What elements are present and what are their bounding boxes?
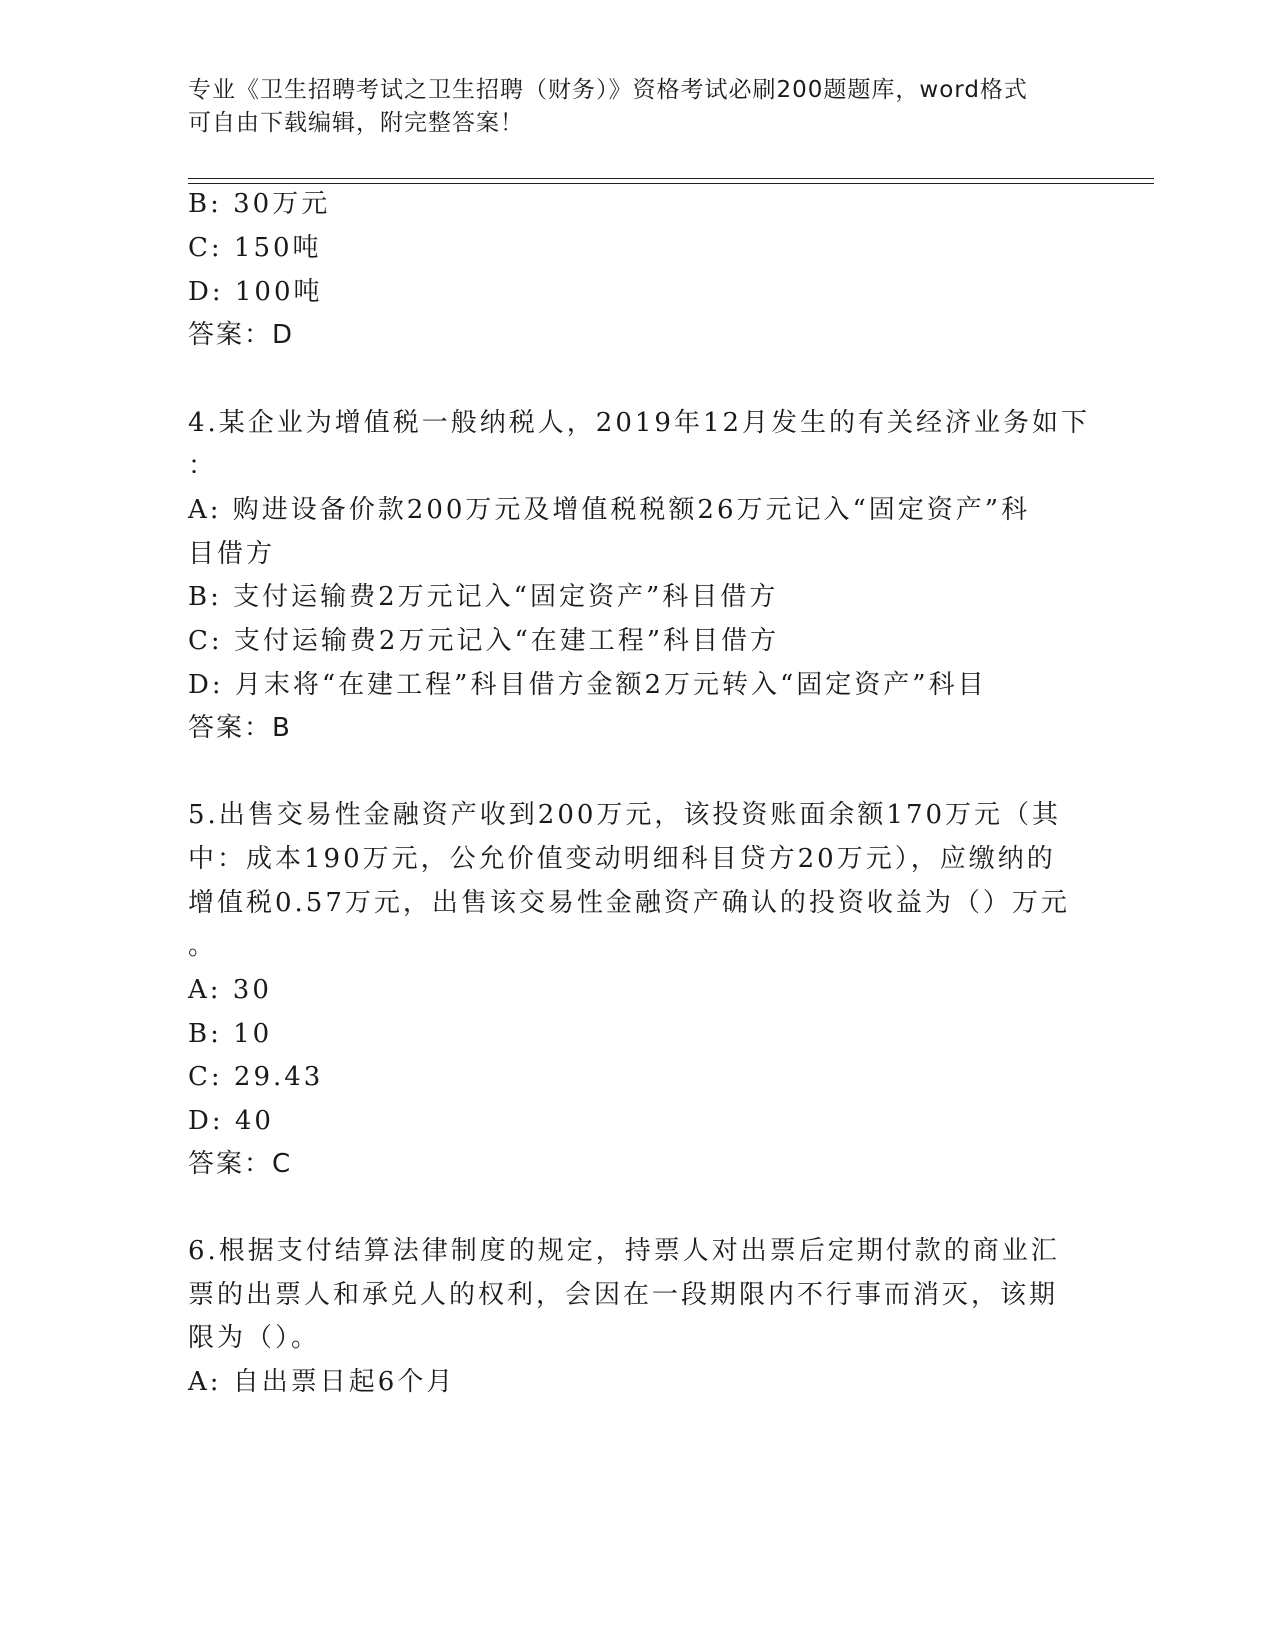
q5-stem-line-4: 。	[188, 931, 218, 961]
q3-answer: 答案：D	[188, 320, 295, 350]
q3-option-c: C: 150吨	[188, 233, 322, 263]
header-line-1: 专业《卫生招聘考试之卫生招聘（财务）》资格考试必刷200题题库，word格式	[188, 77, 1028, 103]
q5-option-d: D: 40	[188, 1106, 274, 1136]
q5-stem-line-3: 增值税0.57万元，出售该交易性金融资产确认的投资收益为（）万元	[188, 888, 1070, 918]
q4-option-d: D: 月末将“在建工程”科目借方金额2万元转入“固定资产”科目	[188, 670, 987, 700]
q3-option-b: B: 30万元	[188, 189, 331, 219]
q3-option-d: D: 100吨	[188, 277, 323, 307]
q6-option-a: A: 自出票日起6个月	[188, 1367, 456, 1397]
header-divider-bottom	[188, 183, 1154, 184]
q5-option-c: C: 29.43	[188, 1062, 324, 1092]
q5-answer: 答案：C	[188, 1149, 293, 1179]
q5-stem-line-1: 5.出售交易性金融资产收到200万元，该投资账面余额170万元（其	[188, 800, 1062, 830]
page-header	[188, 74, 1088, 140]
q6-stem-line-3: 限为（）。	[188, 1323, 321, 1353]
q4-option-a-line-2: 目借方	[188, 539, 276, 569]
q4-stem-line-2: ：	[188, 451, 218, 481]
q4-option-b: B: 支付运输费2万元记入“固定资产”科目借方	[188, 582, 779, 612]
q6-stem-line-2: 票的出票人和承兑人的权利，会因在一段期限内不行事而消灭，该期	[188, 1280, 1059, 1310]
q4-stem-line-1: 4.某企业为增值税一般纳税人，2019年12月发生的有关经济业务如下	[188, 408, 1091, 438]
q4-option-a-line-1: A: 购进设备价款200万元及增值税税额26万元记入“固定资产”科	[188, 495, 1031, 525]
q5-option-a: A: 30	[188, 975, 272, 1005]
q4-option-c: C: 支付运输费2万元记入“在建工程”科目借方	[188, 626, 780, 656]
q5-option-b: B: 10	[188, 1019, 273, 1049]
header-divider-top	[188, 178, 1154, 179]
header-line-2: 可自由下载编辑，附完整答案！	[188, 110, 524, 136]
q6-stem-line-1: 6.根据支付结算法律制度的规定，持票人对出票后定期付款的商业汇	[188, 1236, 1060, 1266]
q5-stem-line-2: 中：成本190万元，公允价值变动明细科目贷方20万元），应缴纳的	[188, 844, 1056, 874]
q4-answer: 答案：B	[188, 713, 292, 743]
